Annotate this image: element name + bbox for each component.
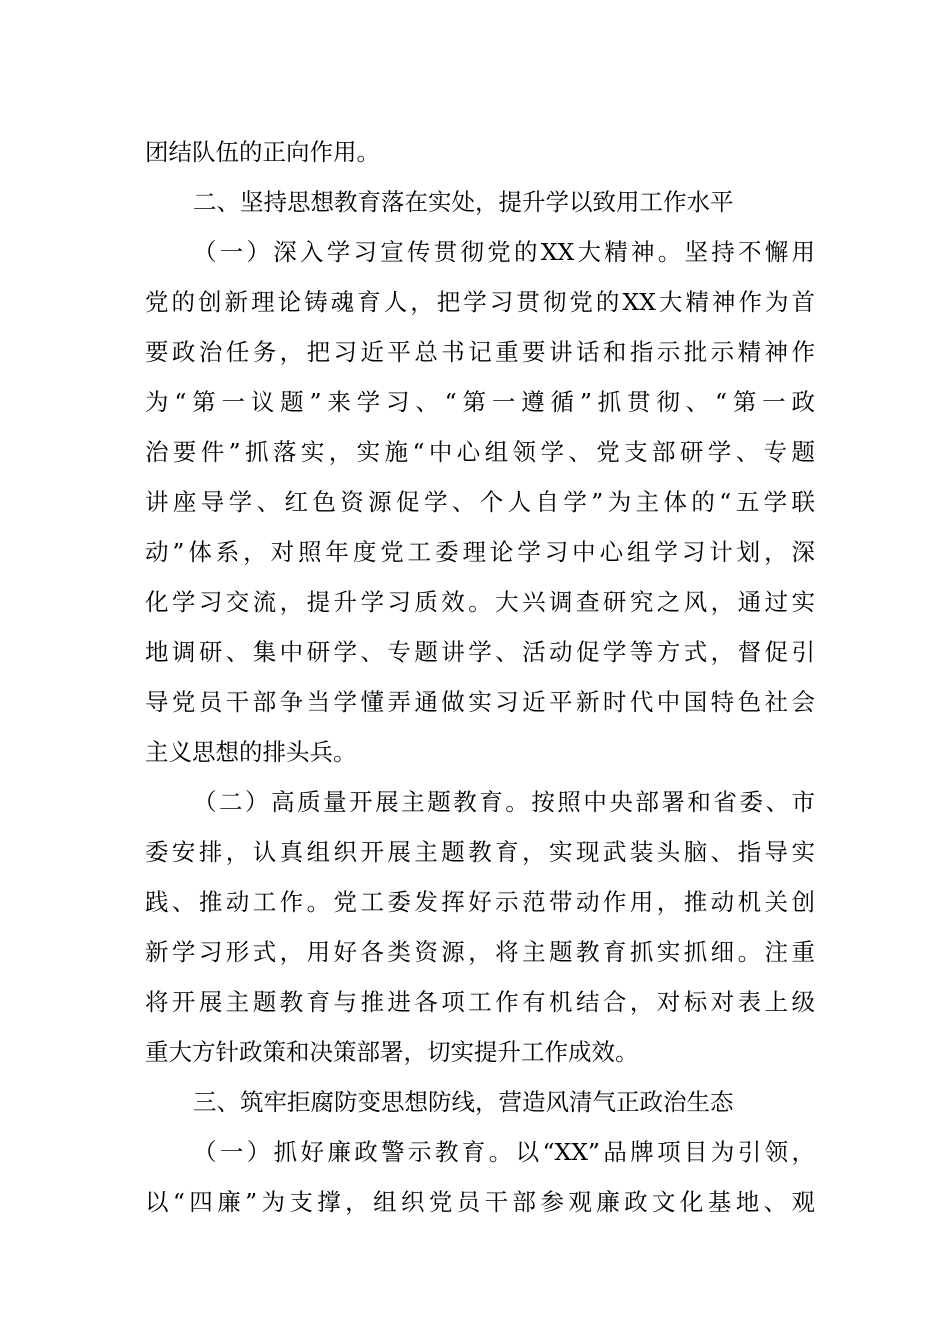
section-heading: 三、筑牢拒腐防变思想防线，营造风清气正政治生态 [193, 1088, 734, 1116]
paragraph-line: 为“第一议题”来学习、“第一遵循”抓贯彻、“第一政 [145, 388, 815, 416]
paragraph-line: 新学习形式，用好各类资源，将主题教育抓实抓细。注重 [145, 938, 815, 966]
paragraph-line: 重大方针政策和决策部署，切实提升工作成效。 [145, 1038, 639, 1066]
paragraph-line: 主义思想的排头兵。 [145, 738, 357, 766]
subsection-heading-line: （二）高质量开展主题教育。按照中央部署和省委、市 [193, 788, 815, 816]
paragraph-line: 委安排，认真组织开展主题教育，实现武装头脑、指导实 [145, 838, 815, 866]
section-heading: 二、坚持思想教育落在实处，提升学以致用工作水平 [193, 188, 734, 216]
paragraph-line: 以“四廉”为支撑，组织党员干部参观廉政文化基地、观 [145, 1188, 815, 1216]
subsection-heading-line: （一）抓好廉政警示教育。以“XX”品牌项目为引领， [193, 1138, 815, 1166]
paragraph-line: 讲座导学、红色资源促学、个人自学”为主体的“五学联 [145, 488, 815, 516]
paragraph-line: 践、推动工作。党工委发挥好示范带动作用，推动机关创 [145, 888, 815, 916]
paragraph-line: 导党员干部争当学懂弄通做实习近平新时代中国特色社会 [145, 688, 815, 716]
paragraph-line: 动”体系，对照年度党工委理论学习中心组学习计划，深 [145, 538, 815, 566]
paragraph-line: 团结队伍的正向作用。 [145, 138, 380, 166]
paragraph-line: 地调研、集中研学、专题讲学、活动促学等方式，督促引 [145, 638, 815, 666]
paragraph-line: 化学习交流，提升学习质效。大兴调查研究之风，通过实 [145, 588, 815, 616]
paragraph-line: 党的创新理论铸魂育人，把学习贯彻党的XX大精神作为首 [145, 288, 815, 316]
subsection-heading-line: （一）深入学习宣传贯彻党的XX大精神。坚持不懈用 [193, 238, 815, 266]
paragraph-line: 治要件”抓落实，实施“中心组领学、党支部研学、专题 [145, 438, 815, 466]
paragraph-line: 将开展主题教育与推进各项工作有机结合，对标对表上级 [145, 988, 815, 1016]
paragraph-line: 要政治任务，把习近平总书记重要讲话和指示批示精神作 [145, 338, 815, 366]
